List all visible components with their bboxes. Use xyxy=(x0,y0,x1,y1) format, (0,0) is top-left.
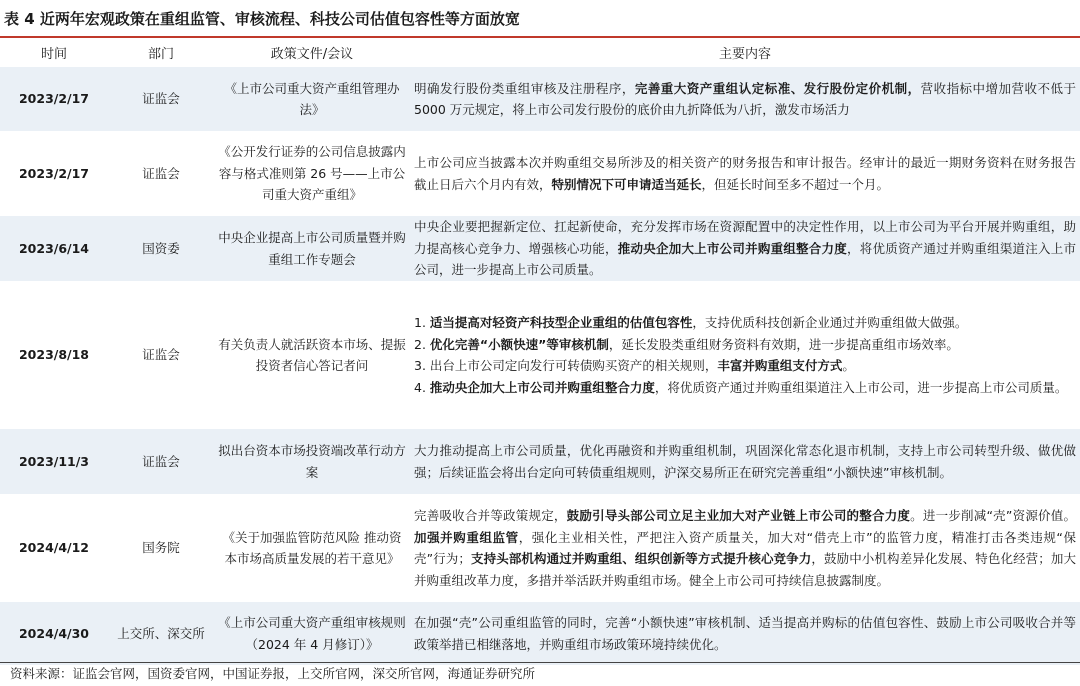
content-point xyxy=(414,377,1076,399)
emphasis-text: 特别情况下可申请适当延长 xyxy=(551,176,702,192)
body-text: 。 xyxy=(842,358,855,373)
emphasis-text: 丰富并购重组支付方式 xyxy=(717,358,843,373)
table-bottom-rule xyxy=(0,662,1080,663)
row-dept: 国资委 xyxy=(108,216,214,282)
title-divider xyxy=(0,36,1080,38)
row-content xyxy=(410,132,1080,216)
table-header-row xyxy=(0,39,1080,67)
content-point xyxy=(414,334,1076,356)
body-text: ，将优质资产通过并购重组渠道注入上市公司，进一步提高上市公司质量。 xyxy=(654,379,1068,395)
body-text: ，鼓励中小机构差异化发展、特色化经营；加大并购重组改革力度，多措并举活跃并购重组市场。健全上市公司可持续信息披露制度。 xyxy=(414,551,1076,588)
table-row xyxy=(0,67,1080,132)
emphasis-text: 完善重大资产重组认定标准、发行股份定价机制， xyxy=(634,80,921,96)
row-content xyxy=(410,67,1080,132)
body-text: 3. 出台上市公司定向发行可转债购买资产的相关规则， xyxy=(414,358,718,373)
emphasis-text: 支持头部机构通过并购重组、组织创新等方式提升核心竞争力 xyxy=(470,551,812,566)
row-date: 2023/2/17 xyxy=(0,132,108,216)
body-text: 1. xyxy=(414,315,430,330)
row-dept: 证监会 xyxy=(108,429,214,495)
row-dept: 证监会 xyxy=(108,282,214,429)
emphasis-text: 优化完善“小额快速”等审核机制 xyxy=(429,336,609,352)
body-text: 营收指标中增加营收不低于 5000 万元规定，将上市公司发行股份的底价由九折降低为八折，激发市场活力 xyxy=(414,80,1076,117)
body-text: 上市公司应当披露本次并购重组交易所涉及的相关资产的财务报告和审计报告。经审计的最近一期财务资料在财务报告截止日后六个月内有效， xyxy=(414,155,1076,192)
row-doc: 有关负责人就活跃资本市场、提振投资者信心答记者问 xyxy=(214,282,410,429)
row-content-points xyxy=(410,282,1080,429)
source-note: 资料来源：证监会官网，国资委官网，中国证券报，上交所官网，深交所官网，海通证券研究所 xyxy=(10,666,536,681)
body-text: 2. xyxy=(414,336,430,352)
row-dept: 证监会 xyxy=(108,132,214,216)
body-text: 完善吸收合并等政策规定， xyxy=(414,508,567,523)
row-date: 2024/4/12 xyxy=(0,495,108,602)
table-title: 表 4 近两年宏观政策在重组监管、审核流程、科技公司估值包容性等方面放宽 xyxy=(4,10,520,28)
row-dept: 国务院 xyxy=(108,495,214,602)
body-text: 4. xyxy=(414,379,430,395)
body-text: 。进一步削减“壳”资源价值。 xyxy=(910,508,1076,523)
emphasis-text: 推动央企加大上市公司并购重组整合力度 xyxy=(617,240,847,256)
table-row xyxy=(0,429,1080,495)
row-date: 2024/4/30 xyxy=(0,602,108,666)
row-doc: 《上市公司重大资产重组审核规则（2024 年 4 月修订）》 xyxy=(214,602,410,666)
header-date: 时间 xyxy=(0,39,108,67)
table-row xyxy=(0,495,1080,602)
row-doc: 《关于加强监管防范风险 推动资本市场高质量发展的若干意见》 xyxy=(214,495,410,602)
body-text: ，延长发股类重组财务资料有效期，进一步提高重组市场效率。 xyxy=(608,336,959,352)
row-dept: 上交所、深交所 xyxy=(108,602,214,666)
body-text: 大力推动提高上市公司质量，优化再融资和并购重组机制，巩固深化常态化退市机制，支持上市公司转型升级、做优做强；后续证监会将出台定向可转债重组规则，沪深交易所正在研究完善重组“小额快速”审核机制。 xyxy=(414,443,1076,480)
row-dept: 证监会 xyxy=(108,67,214,132)
emphasis-text: 适当提高对轻资产科技型企业重组的估值包容性 xyxy=(429,315,693,330)
table-row xyxy=(0,216,1080,282)
content-point xyxy=(414,312,1076,334)
body-text: 明确发行股份类重组审核及注册程序， xyxy=(414,80,635,96)
body-text: ，将优质资产通过并购重组渠道注入上市公司，进一步提高上市公司质量。 xyxy=(414,240,1076,278)
emphasis-text: 鼓励引导头部公司立足主业加大对产业链上市公司的整合力度 xyxy=(566,508,911,523)
body-text: ，强化主业相关性，严把注入资产质量关，加大对“借壳上市”的监管力度，精准打击各类违规“保壳”行为； xyxy=(414,529,1076,566)
header-content: 主要内容 xyxy=(410,39,1080,67)
row-date: 2023/6/14 xyxy=(0,216,108,282)
row-doc: 《公开发行证券的公司信息披露内容与格式准则第 26 号——上市公司重大资产重组》 xyxy=(214,132,410,216)
row-doc: 《上市公司重大资产重组管理办法》 xyxy=(214,67,410,132)
policy-table xyxy=(0,39,1080,666)
emphasis-text: 推动央企加大上市公司并购重组整合力度 xyxy=(429,379,655,395)
row-date: 2023/8/18 xyxy=(0,282,108,429)
table-row xyxy=(0,132,1080,216)
header-doc: 政策文件/会议 xyxy=(214,39,410,67)
body-text: 中央企业要把握新定位、扛起新使命，充分发挥市场在资源配置中的决定性作用，以上市公司为平台开展并购重组，助力提高核心竞争力、增强核心功能， xyxy=(414,219,1076,256)
header-dept: 部门 xyxy=(108,39,214,67)
table-row xyxy=(0,602,1080,666)
row-content xyxy=(410,429,1080,495)
row-content xyxy=(410,216,1080,282)
body-text: ，支持优质科技创新企业通过并购重组做大做强。 xyxy=(692,315,968,330)
content-point xyxy=(414,355,1076,377)
row-content xyxy=(410,495,1080,602)
body-text: 在加强“壳”公司重组监管的同时，完善“小额快速”审核机制、适当提高并购标的估值包容性、鼓励上市公司吸收合并等政策举措已相继落地，并购重组市场政策环境持续优化。 xyxy=(414,615,1076,652)
body-text: ，但延长时间至多不超过一个月。 xyxy=(701,176,890,192)
row-doc: 中央企业提高上市公司质量暨并购重组工作专题会 xyxy=(214,216,410,282)
row-date: 2023/11/3 xyxy=(0,429,108,495)
emphasis-text: 加强并购重组监管 xyxy=(414,529,519,545)
row-content xyxy=(410,602,1080,666)
row-date: 2023/2/17 xyxy=(0,67,108,132)
table-row xyxy=(0,282,1080,429)
row-doc: 拟出台资本市场投资端改革行动方案 xyxy=(214,429,410,495)
